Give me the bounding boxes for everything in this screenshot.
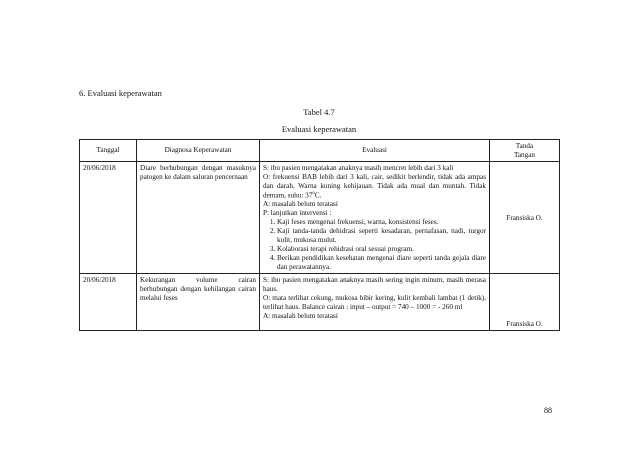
table-caption-number: Tabel 4.7 <box>303 107 335 117</box>
evaluation-table <box>79 139 560 331</box>
row2-signature: Fransiska O. <box>506 319 543 328</box>
list-item: 3. Kolaborasi terapi rehidrasi oral sesuai program. <box>277 245 486 254</box>
row1-evaluation <box>260 162 490 274</box>
row1-subjective: S: ibu pasien mengatakan anaknya masih mencret lebih dari 3 kali <box>263 163 454 172</box>
row1-signature: Fransiska O. <box>506 213 543 222</box>
list-item: 4. Berikan pendidikan kesehatan mengenai diare seperti tanda gejala diare dan perawatannya. <box>277 254 486 272</box>
row1-signature-cell <box>490 162 560 274</box>
header-signature-line1: Tanda <box>515 141 534 150</box>
row2-objective: O: mata terlihat cekung, mukosa bibir kering, kulit kembali lambat (1 detik), terlihat haus. Balance cairan : input – output = 740 – 1000 = - 260 ml <box>263 293 486 311</box>
row1-objective <box>263 173 486 200</box>
row2-signature-cell <box>490 274 560 331</box>
table-header-row <box>80 140 560 162</box>
section-heading: 6. Evaluasi keperawatan <box>79 88 162 98</box>
row1-degree-sign: o <box>312 190 315 196</box>
header-signature-line2: Tangan <box>513 150 536 159</box>
row2-diagnosis: Kekurangan volume cairan berhubungan dengan kehilangan cairan melalui feses <box>137 274 260 331</box>
header-date: Tanggal <box>80 140 137 162</box>
header-diagnosis: Diagnosa Keperawatan <box>137 140 260 162</box>
table-row <box>80 274 560 331</box>
header-signature <box>490 140 560 162</box>
row1-plan-list <box>263 218 486 272</box>
row2-date: 20/06/2018 <box>80 274 137 331</box>
header-evaluation: Evaluasi <box>260 140 490 162</box>
list-item: 1. Kaji feses mengenai frekuensi, warna, konsistensi feses. <box>277 218 486 227</box>
row1-assessment: A: masalah belum teratasi <box>263 199 338 208</box>
page-number: 88 <box>544 406 552 415</box>
row2-subjective: S: ibu pasien mengatakan anaknya masih sering ingin minum, masih merasa haus. <box>263 275 486 293</box>
row1-objective-text: O: frekuensi BAB lebih dari 3 kali, cair, sedikit berlendir, tidak ada ampas dan darah. Warna kuning kehijauan. Tidak ada mual dan muntah. Tidak demam, suhu: 37 <box>263 172 486 199</box>
row2-assessment: A: masalah belum teratasi <box>263 311 338 320</box>
row2-evaluation <box>260 274 490 331</box>
list-item: 2. Kaji tanda-tanda dehidrasi seperti kesadaran, pernafasan, nadi, turgor kulit, mukosa mulut. <box>277 227 486 245</box>
table-caption-title: Evaluasi keperawatan <box>281 124 357 134</box>
row1-temperature-unit: C. <box>314 190 322 199</box>
row1-date: 20/06/2018 <box>80 162 137 274</box>
row1-plan: P: lanjutkan intervensi : <box>263 208 332 217</box>
table-row <box>80 162 560 274</box>
row1-diagnosis: Diare berhubungan dengan masuknya patogen ke dalam saluran pencernaan <box>137 162 260 274</box>
